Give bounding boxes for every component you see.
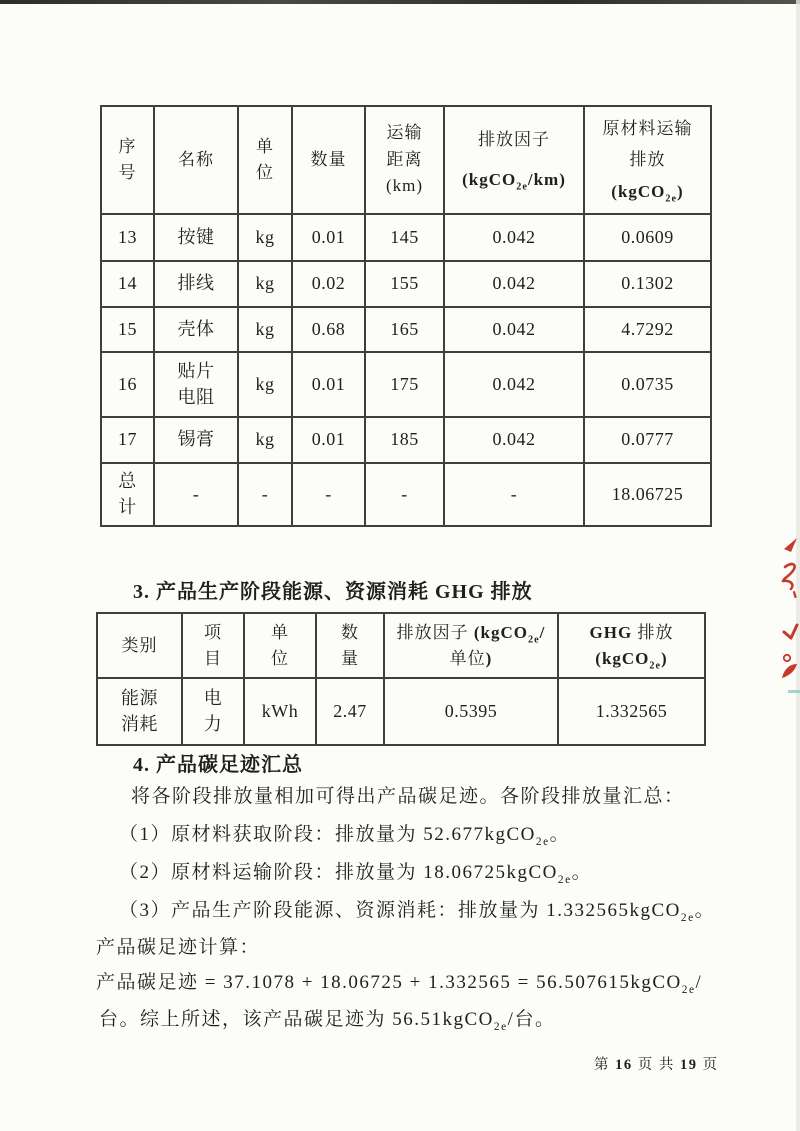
cell-distance: -	[365, 463, 444, 526]
cell-emission-factor: 0.5395	[384, 678, 558, 745]
cell-distance: 185	[365, 417, 444, 463]
cell-unit: kg	[238, 261, 292, 307]
cell-unit: -	[238, 463, 292, 526]
cell-index: 13	[101, 214, 154, 261]
cell-index: 14	[101, 261, 154, 307]
page-number-footer: 第 16 页 共 19 页	[594, 1057, 719, 1073]
cell-item: 电 力	[182, 678, 244, 745]
col-header-category: 类别	[97, 613, 182, 678]
col-header-distance: 运输 距离 (km)	[365, 106, 444, 214]
col-header-name: 名称	[154, 106, 238, 214]
scan-artifact-teal-dash	[788, 690, 800, 693]
cell-total-label: 总 计	[101, 463, 154, 526]
red-circle-mark	[784, 655, 790, 661]
cell-emission-factor: 0.042	[444, 214, 584, 261]
col-header-index: 序 号	[101, 106, 154, 214]
red-arrow-mark	[784, 538, 797, 552]
red-blob-mark	[782, 664, 797, 678]
cell-name: -	[154, 463, 238, 526]
paragraph-stage-3: （3）产品生产阶段能源、资源消耗：排放量为 1.332565kgCO$_{2e}$。	[119, 900, 716, 924]
cell-distance: 175	[365, 352, 444, 417]
cell-unit: kg	[238, 417, 292, 463]
col-header-unit: 单 位	[244, 613, 316, 678]
cell-unit: kWh	[244, 678, 316, 745]
col-header-quantity: 数量	[292, 106, 365, 214]
table-total-row	[101, 463, 711, 526]
cell-unit: kg	[238, 352, 292, 417]
cell-distance: 165	[365, 307, 444, 352]
cell-transport-emission: 0.1302	[584, 261, 711, 307]
cell-name: 壳体	[154, 307, 238, 352]
cell-name: 贴片 电阻	[154, 352, 238, 417]
section-4-title: 4. 产品碳足迹汇总	[133, 754, 303, 776]
production-energy-table	[96, 612, 706, 746]
col-header-ghg-emission: GHG 排放 (kgCO$_{2e}$)	[558, 613, 705, 678]
cell-quantity: 0.01	[292, 214, 365, 261]
cell-quantity: 2.47	[316, 678, 384, 745]
red-comma-mark	[794, 592, 796, 597]
cell-name: 按键	[154, 214, 238, 261]
cell-category: 能源 消耗	[97, 678, 182, 745]
cell-distance: 155	[365, 261, 444, 307]
cell-quantity: -	[292, 463, 365, 526]
table-row	[101, 417, 711, 463]
cell-distance: 145	[365, 214, 444, 261]
table-row	[101, 214, 711, 261]
table-row	[97, 678, 705, 745]
table-row	[101, 352, 711, 417]
red-check-mark	[784, 625, 797, 638]
cell-name: 锡膏	[154, 417, 238, 463]
table-header-row	[97, 613, 705, 678]
paragraph-calc-label: 产品碳足迹计算：	[96, 937, 261, 958]
cell-name: 排线	[154, 261, 238, 307]
raw-material-transport-table	[100, 105, 712, 527]
col-header-item: 项 目	[182, 613, 244, 678]
cell-unit: kg	[238, 214, 292, 261]
paragraph-calc-formula: 产品碳足迹 = 37.1078 + 18.06725 + 1.332565 = 56.507615kgCO$_{2e}$/	[96, 972, 703, 996]
table-row	[101, 261, 711, 307]
cell-transport-emission: 4.7292	[584, 307, 711, 352]
cell-index: 16	[101, 352, 154, 417]
cell-total-emission: 18.06725	[584, 463, 711, 526]
paragraph-stage-1: （1）原材料获取阶段：排放量为 52.677kgCO$_{2e}$。	[119, 824, 571, 848]
cell-ghg-emission: 1.332565	[558, 678, 705, 745]
cell-quantity: 0.01	[292, 352, 365, 417]
cell-emission-factor: -	[444, 463, 584, 526]
cell-emission-factor: 0.042	[444, 352, 584, 417]
cell-quantity: 0.68	[292, 307, 365, 352]
cell-quantity: 0.02	[292, 261, 365, 307]
cell-index: 15	[101, 307, 154, 352]
cell-emission-factor: 0.042	[444, 261, 584, 307]
paragraph-summary-intro: 将各阶段排放量相加可得出产品碳足迹。各阶段排放量汇总：	[131, 786, 685, 807]
col-header-emission-factor: 排放因子 (kgCO$_{2e}$/ 单位)	[384, 613, 558, 678]
cell-unit: kg	[238, 307, 292, 352]
table-header-row	[101, 106, 711, 214]
cell-transport-emission: 0.0777	[584, 417, 711, 463]
cell-transport-emission: 0.0735	[584, 352, 711, 417]
cell-transport-emission: 0.0609	[584, 214, 711, 261]
col-header-quantity: 数 量	[316, 613, 384, 678]
col-header-emission-factor: 排放因子 (kgCO$_{2e}$/km)	[444, 106, 584, 214]
section-3-title: 3. 产品生产阶段能源、资源消耗 GHG 排放	[133, 581, 533, 603]
paragraph-stage-2: （2）原材料运输阶段：排放量为 18.06725kgCO$_{2e}$。	[119, 862, 593, 886]
cell-index: 17	[101, 417, 154, 463]
col-header-transport-emission: 原材料运输 排放 (kgCO$_{2e}$)	[584, 106, 711, 214]
scan-edge-top	[0, 0, 800, 4]
cell-emission-factor: 0.042	[444, 417, 584, 463]
col-header-unit: 单 位	[238, 106, 292, 214]
cell-emission-factor: 0.042	[444, 307, 584, 352]
red-squiggle-mark	[783, 564, 795, 589]
red-annotation-marks	[740, 525, 800, 690]
cell-quantity: 0.01	[292, 417, 365, 463]
table-row	[101, 307, 711, 352]
paragraph-conclusion: 台。综上所述，该产品碳足迹为 56.51kgCO$_{2e}$/台。	[99, 1009, 556, 1033]
